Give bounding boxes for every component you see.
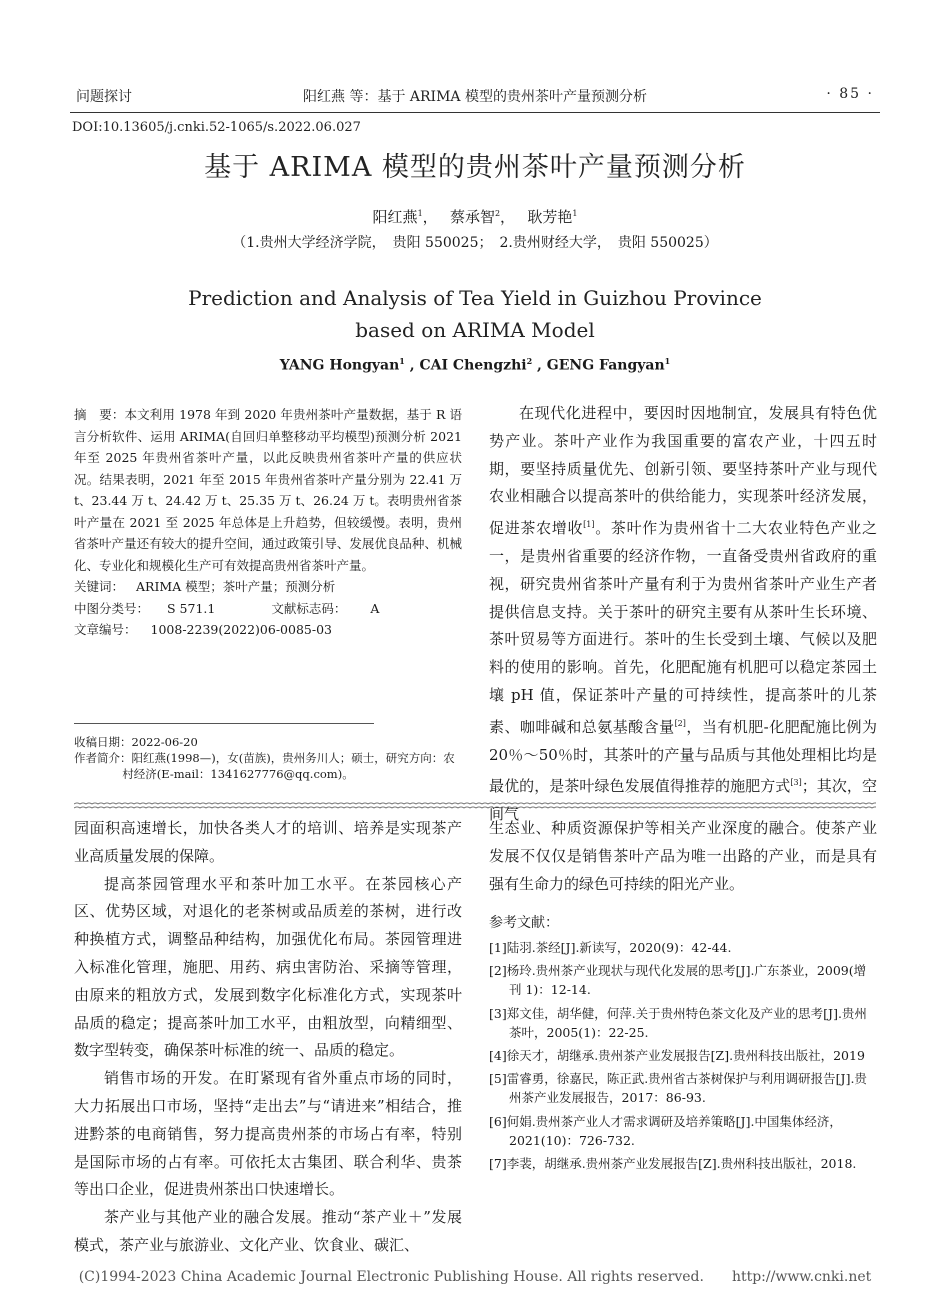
reference-item: [3]郑文佳，胡华健，何萍.关于贵州特色茶文化及产业的思考[J].贵州茶叶，2005(1)：22-25. bbox=[489, 1005, 867, 1040]
author-affil-mark: 2 bbox=[526, 356, 533, 366]
reference-item: [7]李裴，胡继承.贵州茶产业发展报告[Z].贵州科技出版社，2018. bbox=[489, 1156, 857, 1172]
title-english-line2: based on ARIMA Model bbox=[355, 318, 595, 342]
paragraph: 园面积高速增长，加快各类人才的培训、培养是实现茶产业高质量发展的保障。 bbox=[74, 819, 462, 865]
author-name-en: CAI Chengzhi bbox=[419, 357, 527, 374]
title-english-line1: Prediction and Analysis of Tea Yield in Guizhou Province bbox=[188, 286, 762, 310]
abstract-block bbox=[74, 404, 462, 641]
copyright-footer: (C)1994-2023 China Academic Journal Electronic Publishing House. All rights reserved. http://www.cnki.net bbox=[78, 1269, 872, 1285]
author-affil-mark: 1 bbox=[664, 356, 671, 366]
citation: [3] bbox=[790, 778, 802, 788]
paragraph: 销售市场的开发。在盯紧现有省外重点市场的同时，大力拓展出口市场，坚持“走出去”与“请进来”相结合，推进黔茶的电商销售，努力提高贵州茶的市场占有率，特别是国际市场的占有率。可依托太古集团、联合利华、贵茶等出口企业，促进贵州茶出口快速增长。 bbox=[74, 1069, 462, 1199]
running-header-section: 问题探讨 bbox=[76, 89, 132, 105]
article-number-label: 文章编号： bbox=[74, 622, 137, 637]
intro-text-4: ；其次，空间气 bbox=[489, 777, 877, 824]
reference-item: [1]陆羽.茶经[J].新读写，2020(9)：42-44. bbox=[489, 940, 732, 955]
citation: [1] bbox=[583, 520, 595, 530]
footnote-rule bbox=[74, 723, 374, 724]
keywords-value: ARIMA 模型；茶叶产量；预测分析 bbox=[136, 579, 336, 594]
author-name-en: GENG Fangyan bbox=[546, 357, 665, 374]
page-number: · 85 · bbox=[826, 86, 874, 102]
wavy-separator bbox=[74, 799, 876, 813]
author-name-en: YANG Hongyan bbox=[279, 357, 400, 374]
intro-column bbox=[489, 400, 877, 829]
intro-paragraph bbox=[489, 400, 877, 829]
authors-chinese: 阳红燕$^1$， 蔡承智$^2$， 耿芳艳$^1$ bbox=[372, 208, 578, 226]
doc-code-label: 文献标志码： bbox=[271, 600, 347, 616]
affiliations-chinese: （1.贵州大学经济学院， 贵阳 550025； 2.贵州财经大学， 贵阳 550025） bbox=[232, 235, 718, 251]
reference-item: [6]何娟.贵州茶产业人才需求调研及培养策略[J].中国集体经济，2021(10)：726-732. bbox=[489, 1113, 842, 1148]
author-name: 阳红燕 bbox=[372, 208, 418, 226]
reference-item: [5]雷睿勇，徐嘉民，陈正武.贵州省古茶树保护与利用调研报告[J].贵州茶产业发展报告，2017：86-93. bbox=[489, 1071, 867, 1106]
classification-row bbox=[74, 598, 462, 620]
title-english bbox=[0, 282, 950, 346]
paragraph: 茶产业与其他产业的融合发展。推动“茶产业＋”发展模式，茶产业与旅游业、文化产业、饮食业、碳汇、 bbox=[74, 1208, 462, 1254]
received-date: 收稿日期：2022-06-20 bbox=[74, 735, 198, 749]
paragraph: 生态业、种质资源保护等相关产业深度的融合。使茶产业发展不仅仅是销售茶叶产品为唯一出路的产业，而是具有强有生命力的绿色可持续的阳光产业。 bbox=[489, 819, 877, 893]
doc-code-value: A bbox=[370, 600, 380, 616]
header-rule bbox=[70, 112, 880, 113]
references bbox=[489, 912, 877, 1177]
keywords bbox=[74, 576, 462, 598]
author-name: 蔡承智 bbox=[449, 208, 495, 226]
article-number-row bbox=[74, 619, 462, 641]
reference-item: [4]徐天才，胡继承.贵州茶产业发展报告[Z].贵州科技出版社，2019 bbox=[489, 1048, 865, 1064]
abstract: 摘 要：本文利用 1978 年到 2020 年贵州茶叶产量数据，基于 R 语言分析软件、运用 ARIMA(自回归单整移动平均模型)预测分析 2021 年至 2025 年贵州省茶叶产量，以此反映贵州省茶叶产量的供应状况。结果表明，2021 年至 2015 年贵州省茶叶产量分别为 22.41 万 t、23.44 万 t、24.42 万 t、25.35 万 t、26.24 万 t。表明贵州省茶叶产量在 2021 至 2025 年总体是上升趋势，但较缓慢。表明，贵州省茶叶产量还有较大的提升空间，通过政策引导、发展优良品种、机械化、专业化和规模化生产可有效提高贵州省茶叶产量。 bbox=[74, 407, 462, 573]
author-affil-mark: 1 bbox=[417, 209, 423, 218]
author-affil-mark: 1 bbox=[399, 356, 405, 366]
references-heading: 参考文献： bbox=[489, 915, 559, 931]
intro-text-3: ，当有机肥-化肥配施比例为 20％～50％时，其茶叶的产量与品质与其他处理相比均是最优的，是茶叶绿色发展值得推荐的施肥方式 bbox=[489, 717, 877, 796]
authors-english: YANG Hongyan$^1$ , CAI Chengzhi$^2$ , GENG Fangyan$^1$ bbox=[279, 356, 671, 374]
citation: [2] bbox=[674, 718, 686, 728]
running-header-title: 阳红燕 等：基于 ARIMA 模型的贵州茶叶产量预测分析 bbox=[303, 89, 647, 105]
clc-value: S 571.1 bbox=[167, 600, 216, 616]
author-affil-mark: 2 bbox=[494, 209, 501, 218]
reference-item: [2]杨玲.贵州茶产业现状与现代化发展的思考[J].广东茶业，2009(增刊 1)：12-14. bbox=[489, 963, 867, 998]
clc-label: 中图分类号： bbox=[74, 600, 150, 616]
author-name: 耿芳艳 bbox=[527, 208, 573, 226]
author-affil-mark: 1 bbox=[572, 209, 578, 218]
article-number-value: 1008-2239(2022)06-0085-03 bbox=[150, 622, 332, 637]
conclusion-column bbox=[489, 815, 877, 898]
title-chinese: 基于 ARIMA 模型的贵州茶叶产量预测分析 bbox=[204, 152, 746, 183]
intro-text-2: 。茶叶作为贵州省十二大农业特色产业之一，是贵州省重要的经济作物，一直备受贵州省政府的重视，研究贵州省茶叶产量有利于为贵州省茶叶产业生产者提供信息支持。关于茶叶的研究主要有从茶叶生长环境、茶叶贸易等方面进行。茶叶的生长受到土壤、气候以及肥料的使用的影响。首先，化肥配施有机肥可以稳定茶园土壤 pH 值，保证茶叶产量的可持续性，提高茶叶的儿茶素、咖啡碱和总氨基酸含量 bbox=[489, 519, 877, 736]
intro-text-1: 在现代化进程中，要因时因地制宜，发展具有特色优势产业。茶叶产业作为我国重要的富农产业，十四五时期，要坚持质量优先、创新引领、要坚持茶叶产业与现代农业相融合以提高茶叶的供给能力，实现茶叶经济发展，促进茶农增收 bbox=[489, 404, 877, 538]
paragraph: 提高茶园管理水平和茶叶加工水平。在茶园核心产区、优势区域，对退化的老茶树或品质差的茶树，进行改种换植方式，调整品种结构，加强优化布局。茶园管理进入标准化管理，施肥、用药、病虫害防治、采摘等管理，由原来的粗放方式，发展到数字化标准化方式，实现茶叶品质的稳定；提高茶叶加工水平，由粗放型，向精细型、数字型转变，确保茶叶标准的统一、品质的稳定。 bbox=[74, 874, 462, 1060]
keywords-label: 关键词： bbox=[74, 579, 125, 594]
author-intro: 作者简介：阳红燕(1998—)，女(苗族)，贵州务川人；硕士，研究方向：农村经济(E-mail：1341627776@qq.com)。 bbox=[74, 751, 455, 781]
footnote bbox=[74, 734, 462, 782]
measures-column bbox=[74, 815, 462, 1260]
doi: DOI:10.13605/j.cnki.52-1065/s.2022.06.027 bbox=[72, 120, 361, 135]
